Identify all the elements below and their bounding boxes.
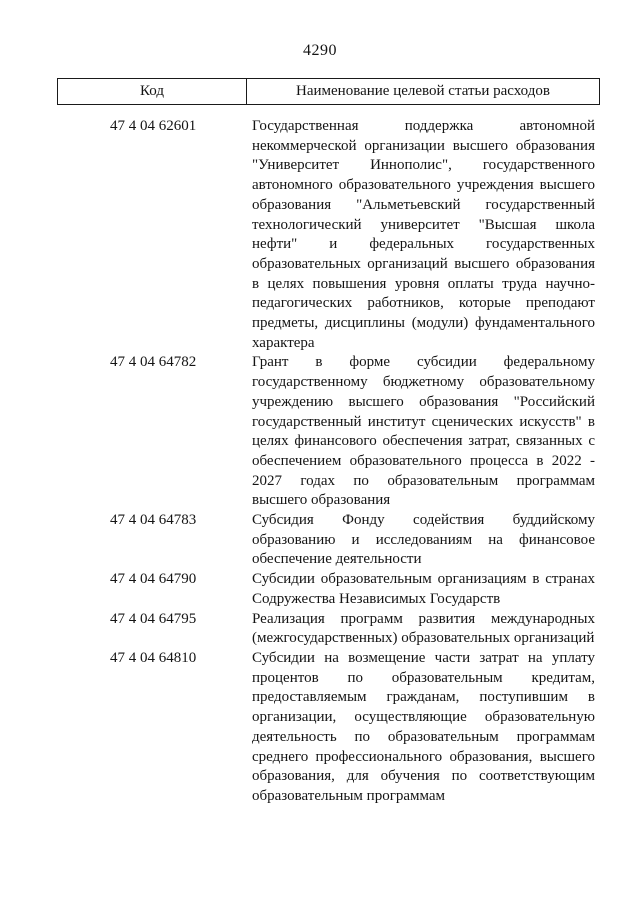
table-row <box>0 570 640 609</box>
row-description: Государственная поддержка автономной некоммерческой организации высшего образования "Университет Иннополис", государственного автономного образовательного учреждения высшего образования "Альметьевский государственный технологический университет "Высшая школа нефти" и федеральных государственных образовательных организаций высшего образования в целях повышения уровня оплаты труда научно-педагогических работников, которые преподают предметы, дисциплины (модули) фундаментального характера <box>252 118 595 351</box>
row-description: Субсидии образовательным организациям в странах Содружества Независимых Государств <box>252 571 595 607</box>
row-description: Грант в форме субсидии федеральному государственному бюджетному образовательному учреждению высшего образования "Российский государственный институт сценических искусств" в целях финансового обеспечения затрат, связанных с обеспечением образовательного процесса в 2022 - 2027 годах по образовательным программам высшего образования <box>252 354 595 509</box>
row-code: 47 4 04 64795 <box>110 610 197 627</box>
row-code: 47 4 04 64783 <box>110 512 197 529</box>
header-name: Наименование целевой статьи расходов <box>296 83 550 99</box>
table-row <box>0 117 640 353</box>
table-header <box>57 78 600 105</box>
row-code: 47 4 04 62601 <box>110 118 197 134</box>
row-code: 47 4 04 64790 <box>110 571 197 588</box>
row-description: Реализация программ развития международных (межгосударственных) образовательных организаций <box>252 610 595 647</box>
row-code: 47 4 04 64810 <box>110 649 197 666</box>
table-row <box>0 649 640 807</box>
header-code: Код <box>58 79 247 104</box>
table-row <box>0 353 640 511</box>
row-description: Субсидия Фонду содействия буддийскому образованию и исследованиям на финансовое обеспечение деятельности <box>252 512 595 568</box>
row-description: Субсидии на возмещение части затрат на уплату процентов по образовательным кредитам, предоставляемым гражданам, поступившим в организации, осуществляющие образовательную деятельность по образовательным программам среднего профессионального образования, высшего образования, для обучения по соответствующим образовательным программам <box>252 649 595 804</box>
table-body <box>0 117 640 807</box>
page-number: 4290 <box>303 42 337 59</box>
table-row <box>0 511 640 570</box>
row-code: 47 4 04 64782 <box>110 354 197 371</box>
table-row <box>0 610 640 649</box>
